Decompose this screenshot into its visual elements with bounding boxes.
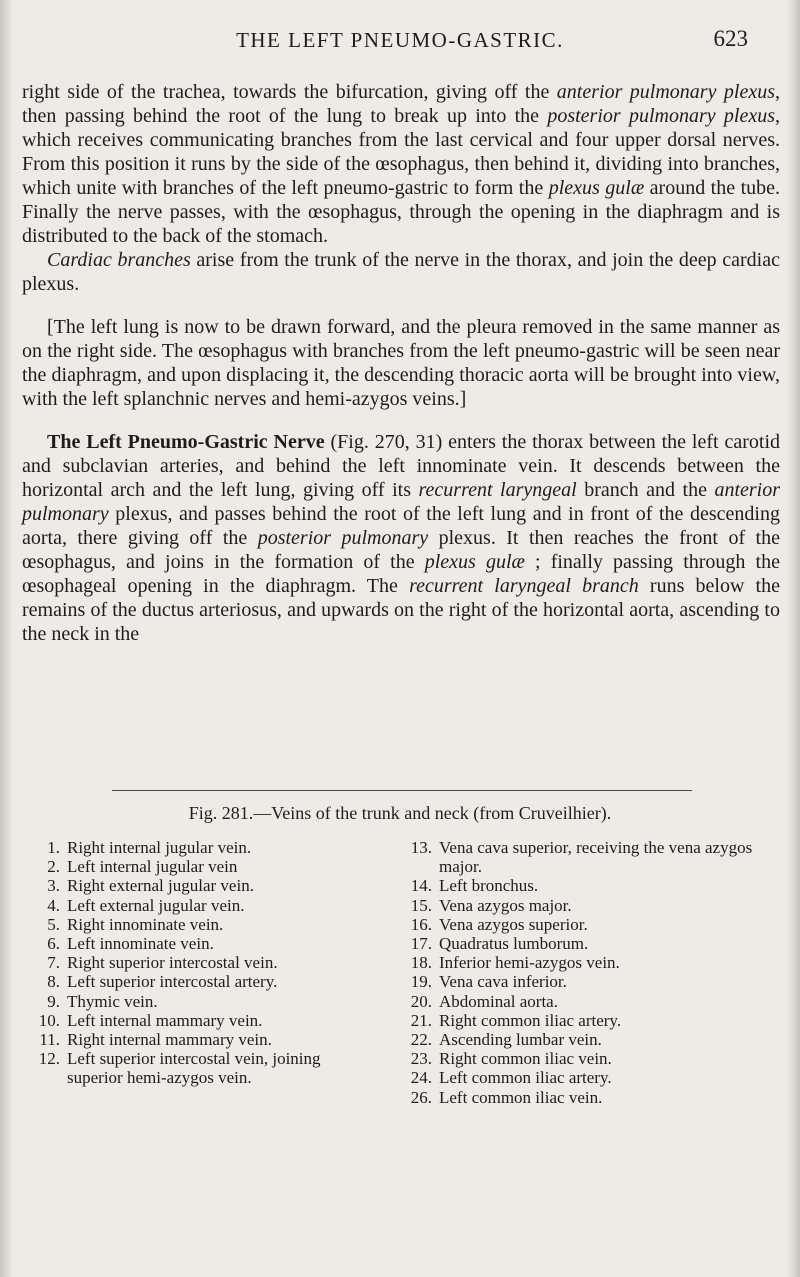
text-run: around the tube. Finally the nerve passes, with the œsophagus, through the opening in the diaphragm and is distributed to the back of the stomach. bbox=[22, 177, 781, 247]
left-page-edge bbox=[0, 0, 12, 1277]
section-heading: The Left Pneumo-Gastric Nerve bbox=[47, 431, 325, 453]
legend-entry bbox=[406, 915, 778, 934]
legend-number: 11. bbox=[39, 1030, 60, 1050]
italic-term: recurrent laryngeal bbox=[418, 479, 577, 501]
legend-number: 21. bbox=[410, 1010, 432, 1030]
legend-text: Left superior intercostal artery. bbox=[67, 972, 278, 992]
italic-term: recurrent laryngeal branch bbox=[409, 575, 639, 597]
legend-number: 6. bbox=[47, 934, 60, 954]
legend-column-left bbox=[34, 838, 374, 1088]
legend-entry bbox=[34, 1011, 374, 1030]
italic-term: plexus gulæ bbox=[424, 551, 525, 573]
legend-entry bbox=[406, 1068, 778, 1087]
legend-column-right bbox=[406, 838, 778, 1107]
paragraph-3: [The left lung is now to be drawn forward, and the pleura removed in the same manner as on the right side. The œsophagus with branches from the left pneumo-gastric will be seen near the diaphragm, and upon displacing it, the descending thoracic aorta will be brought into view, with the left splanchnic nerves and hemi-azygos veins.] bbox=[22, 316, 780, 410]
paragraph-2 bbox=[22, 248, 780, 296]
legend-text: Thymic vein. bbox=[67, 991, 158, 1011]
paragraph-4 bbox=[22, 430, 780, 646]
legend-text: Left common iliac vein. bbox=[439, 1087, 603, 1107]
italic-term: anterior pulmonary bbox=[22, 479, 781, 525]
running-title: THE LEFT PNEUMO-GASTRIC. bbox=[236, 28, 564, 52]
legend-number: 15. bbox=[410, 895, 432, 915]
legend-text: Left internal mammary vein. bbox=[67, 1010, 263, 1030]
legend-text: Abdominal aorta. bbox=[439, 991, 558, 1011]
legend-number: 3. bbox=[47, 876, 60, 896]
right-page-edge bbox=[786, 0, 800, 1277]
legend-text: Left common iliac artery. bbox=[439, 1068, 612, 1088]
legend-number: 5. bbox=[47, 914, 60, 934]
legend-text: Right internal jugular vein. bbox=[67, 838, 252, 857]
legend-entry bbox=[34, 1049, 374, 1087]
legend-number: 16. bbox=[410, 914, 432, 934]
legend-entry bbox=[406, 972, 778, 991]
legend-entry bbox=[34, 992, 374, 1011]
italic-term: posterior pulmonary bbox=[257, 527, 429, 549]
legend-text: Vena azygos superior. bbox=[439, 914, 588, 934]
legend-text: Vena cava inferior. bbox=[439, 972, 567, 992]
legend-text: Inferior hemi-azygos vein. bbox=[439, 953, 620, 973]
legend-entry bbox=[406, 992, 778, 1011]
legend-entry bbox=[406, 838, 778, 876]
legend-number: 24. bbox=[410, 1068, 432, 1088]
legend-number: 9. bbox=[47, 991, 60, 1011]
legend-text: Right common iliac artery. bbox=[439, 1010, 622, 1030]
legend-number: 19. bbox=[410, 972, 432, 992]
body-text bbox=[22, 80, 780, 665]
legend-text: Left bronchus. bbox=[439, 876, 539, 896]
legend-number: 20. bbox=[410, 991, 432, 1011]
legend-entry bbox=[406, 1088, 778, 1107]
legend-text: Quadratus lumborum. bbox=[439, 934, 589, 954]
text-run: plexus. It then reaches the front of the œsophagus, and joins in the formation of the bbox=[22, 527, 780, 573]
legend-number: 26. bbox=[410, 1087, 432, 1107]
legend-number: 7. bbox=[47, 953, 60, 973]
text-run: runs below the remains of the ductus arteriosus, and upwards on the right of the horizontal aorta, ascending to the neck in the bbox=[22, 575, 780, 645]
legend-entry bbox=[34, 953, 374, 972]
legend-number: 12. bbox=[38, 1049, 60, 1069]
legend-text: Right common iliac vein. bbox=[439, 1049, 612, 1069]
legend-entry bbox=[34, 972, 374, 991]
legend-text: Left external jugular vein. bbox=[67, 895, 245, 915]
legend-entry bbox=[406, 896, 778, 915]
legend-entry bbox=[406, 1011, 778, 1030]
legend-text: Left innominate vein. bbox=[67, 934, 214, 954]
text-run: ; finally passing through the œsophageal opening in the diaphragm. The bbox=[22, 551, 780, 597]
legend-number: 22. bbox=[410, 1030, 432, 1050]
paragraph-1 bbox=[22, 80, 780, 248]
running-head bbox=[0, 20, 800, 60]
legend-number: 14. bbox=[410, 876, 432, 896]
italic-term: anterior pulmonary plexus bbox=[556, 81, 776, 103]
legend-entry bbox=[34, 934, 374, 953]
legend-number: 1. bbox=[47, 838, 60, 857]
legend-entry bbox=[34, 915, 374, 934]
legend-number: 13. bbox=[410, 838, 432, 857]
legend-number: 23. bbox=[410, 1049, 432, 1069]
legend-number: 2. bbox=[47, 857, 60, 877]
legend-number: 17. bbox=[410, 934, 432, 954]
legend-entry bbox=[34, 857, 374, 876]
legend-entry bbox=[34, 896, 374, 915]
text-run: right side of the trachea, towards the bifurcation, giving off the bbox=[22, 81, 557, 103]
legend-text: Right internal mammary vein. bbox=[67, 1030, 272, 1050]
text-run: plexus, and passes behind the root of the left lung and in front of the descending aorta, there giving off the bbox=[22, 503, 780, 549]
page-number: 623 bbox=[713, 26, 748, 51]
legend-text: Left internal jugular vein bbox=[67, 857, 238, 877]
legend-entry bbox=[406, 1049, 778, 1068]
legend-text: Right innominate vein. bbox=[67, 914, 224, 934]
legend-entry bbox=[34, 838, 374, 857]
legend-number: 4. bbox=[47, 895, 60, 915]
figure-divider bbox=[112, 790, 692, 791]
legend-entry bbox=[34, 876, 374, 895]
text-run: arise from the trunk of the nerve in the thorax, and join the deep cardiac plexus. bbox=[22, 249, 780, 295]
figure-caption: Fig. 281.—Veins of the trunk and neck (from Cruveilhier). bbox=[188, 803, 612, 823]
legend-number: 10. bbox=[38, 1010, 60, 1030]
italic-term: plexus gulæ bbox=[548, 177, 645, 199]
legend-text: Vena azygos major. bbox=[439, 895, 572, 915]
legend-text: Ascending lumbar vein. bbox=[439, 1030, 602, 1050]
legend-entry bbox=[406, 953, 778, 972]
legend-text: Left superior intercostal vein, joining superior hemi-azygos vein. bbox=[67, 1049, 321, 1088]
legend-number: 18. bbox=[410, 953, 432, 973]
italic-term: Cardiac branches bbox=[47, 249, 191, 271]
italic-term: posterior pulmonary plexus bbox=[547, 105, 775, 127]
text-run: (Fig. 270, 31) enters the thorax between the left carotid and subclavian arteries, and behind the left innominate vein. It descends between the horizontal arch and the left lung, giving off its bbox=[22, 431, 780, 501]
legend-entry bbox=[406, 876, 778, 895]
legend-entry bbox=[406, 1030, 778, 1049]
text-run: , which receives communicating branches from the last cervical and four upper dorsal nerves. From this position it runs by the side of the œsophagus, then behind it, dividing into branches, which unite with branches of the left pneumo-gastric to form the bbox=[22, 105, 780, 199]
legend-entry bbox=[406, 934, 778, 953]
text-run: branch and the bbox=[576, 479, 715, 501]
legend-text: Vena cava superior, receiving the vena azygos major. bbox=[439, 838, 753, 877]
legend-entry bbox=[34, 1030, 374, 1049]
legend-text: Right superior intercostal vein. bbox=[67, 953, 278, 973]
text-run: , then passing behind the root of the lung to break up into the bbox=[22, 81, 781, 127]
legend-text: Right external jugular vein. bbox=[67, 876, 254, 896]
legend-number: 8. bbox=[47, 972, 60, 992]
